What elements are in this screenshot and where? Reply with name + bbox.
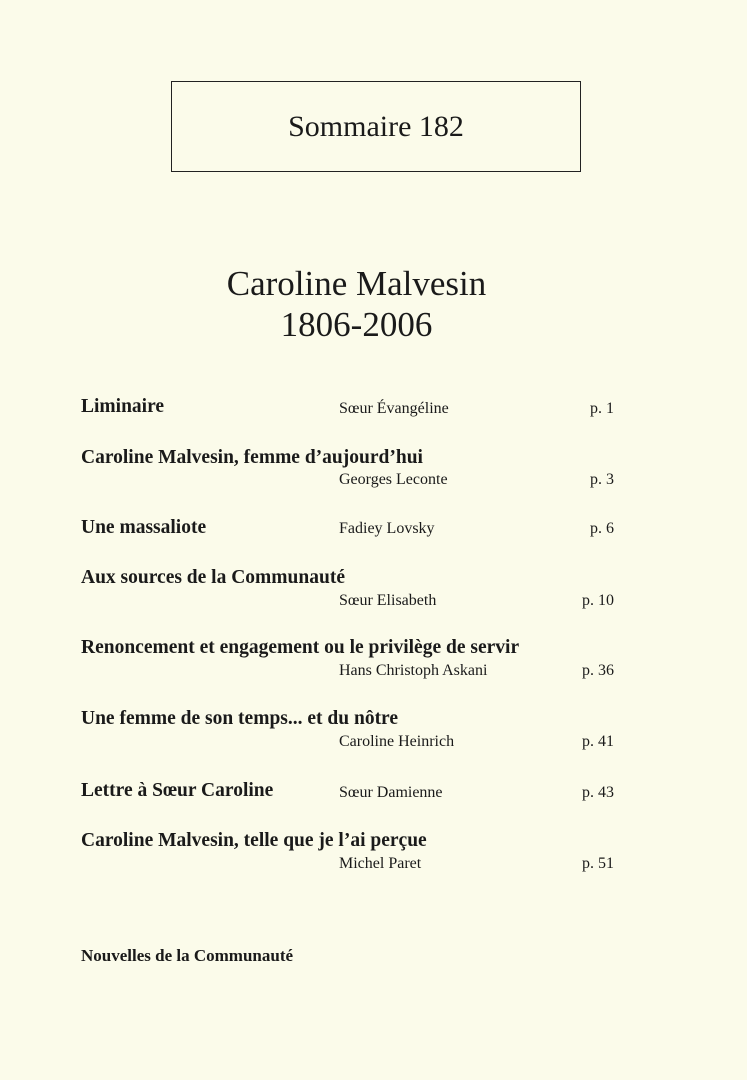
sommaire-title: Sommaire 182 (288, 109, 464, 143)
toc-entry-page: p. 43 (582, 784, 614, 801)
toc-entry-title: Aux sources de la Communauté (81, 567, 345, 588)
toc-entry-author: Michel Paret (339, 855, 422, 872)
toc-entry-author: Sœur Évangéline (339, 400, 449, 417)
sommaire-title-box (171, 81, 581, 172)
toc-entry-title: Lettre à Sœur Caroline (81, 780, 274, 801)
toc-entry-page: p. 10 (582, 592, 614, 609)
community-news: Nouvelles de la Communauté (81, 946, 294, 965)
toc-entry-author: Hans Christoph Askani (339, 662, 488, 679)
toc-entry-title: Une femme de son temps... et du nôtre (81, 708, 399, 729)
toc-entry-title: Caroline Malvesin, telle que je l’ai perçue (81, 830, 427, 851)
toc-entry-author: Sœur Elisabeth (339, 592, 437, 609)
toc-entry-author: Georges Leconte (339, 471, 448, 488)
toc-entry-page: p. 3 (590, 471, 614, 488)
toc-entry-author: Caroline Heinrich (339, 733, 455, 750)
toc-entry-page: p. 36 (582, 662, 614, 679)
toc-entry-page: p. 51 (582, 855, 614, 872)
toc-entry-page: p. 41 (582, 733, 614, 750)
toc-entry-title: Une massaliote (81, 517, 207, 538)
issue-heading-years: 1806-2006 (280, 305, 433, 344)
toc-entry-author: Fadiey Lovsky (339, 520, 435, 537)
toc-entry-page: p. 1 (590, 400, 614, 417)
toc-entry-title: Caroline Malvesin, femme d’aujourd’hui (81, 447, 423, 468)
issue-heading-name: Caroline Malvesin (226, 264, 487, 303)
toc-entry-title: Renoncement et engagement ou le privilège de servir (81, 637, 520, 658)
toc-entry-title: Liminaire (81, 396, 165, 417)
toc-entry-author: Sœur Damienne (339, 784, 443, 801)
toc-entry-page: p. 6 (590, 520, 614, 537)
